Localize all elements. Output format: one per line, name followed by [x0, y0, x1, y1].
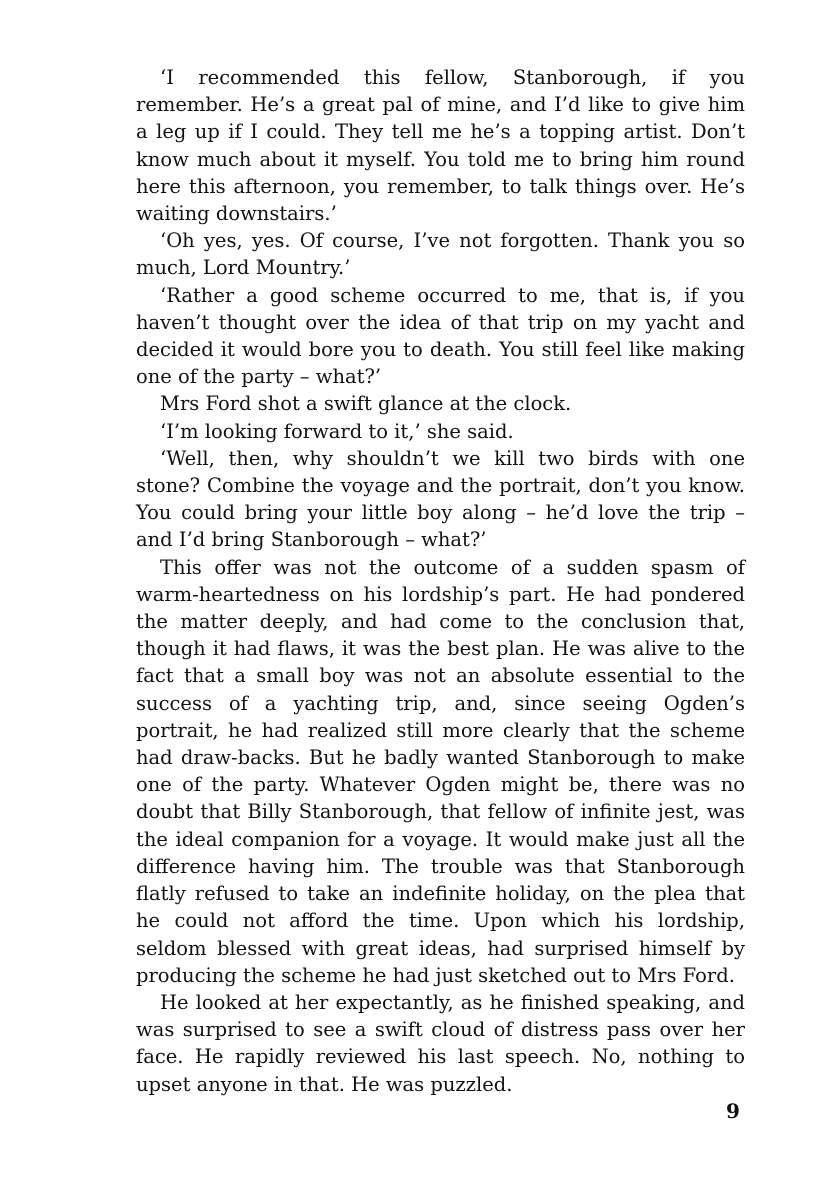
paragraph: ‘I recommended this fellow, Stanborough, if you remember. He’s a great pal of mine, and I’d like to give him a leg up if I could. They tell me he’s a topping artist. Don’t know much about it myself. You told me to bring him round here this afternoon, you remember, to talk things over. He’s waiting downstairs.’: [136, 66, 745, 226]
body-text: [136, 64, 745, 1098]
paragraph: ‘Oh yes, yes. Of course, I’ve not forgotten. Thank you so much, Lord Mountry.’: [136, 229, 745, 280]
paragraph: This offer was not the outcome of a sudden spasm of warm-heartedness on his lordship’s part. He had pondered the matter deeply, and had come to the conclusion that, though it had flaws, it was the best plan. He was alive to the fact that a small boy was not an absolute essential to the success of a yachting trip, and, since seeing Ogden’s portrait, he had realized still more clearly that the scheme had draw-backs. But he badly wanted Stanborough to make one of the party. Whatever Ogden might be, there was no doubt that Billy Stanborough, that fellow of infinite jest, was the ideal companion for a voyage. It would make just all the difference having him. The trouble was that Stanborough flatly refused to take an indefinite holiday, on the plea that he could not afford the time. Upon which his lordship, seldom blessed with great ideas, had surprised himself by producing the scheme he had just sketched out to Mrs Ford.: [136, 555, 745, 987]
paragraph: Mrs Ford shot a swift glance at the clock.: [160, 392, 572, 416]
paragraph: ‘I’m looking forward to it,’ she said.: [160, 419, 514, 443]
page-number: 9: [726, 1099, 740, 1123]
paragraph: ‘Rather a good scheme occurred to me, that is, if you haven’t thought over the idea of that trip on my yacht and decided it would bore you to death. You still feel like making one of the party – what?’: [136, 283, 745, 389]
paragraph: He looked at her expectantly, as he finished speaking, and was surprised to see a swift cloud of distress pass over her face. He rapidly reviewed his last speech. No, nothing to upset anyone in that. He was puzzled.: [136, 990, 745, 1096]
paragraph: ‘Well, then, why shouldn’t we kill two birds with one stone? Combine the voyage and the portrait, don’t you know. You could bring your little boy along – he’d love the trip – and I’d bring Stanborough – what?’: [136, 446, 745, 552]
